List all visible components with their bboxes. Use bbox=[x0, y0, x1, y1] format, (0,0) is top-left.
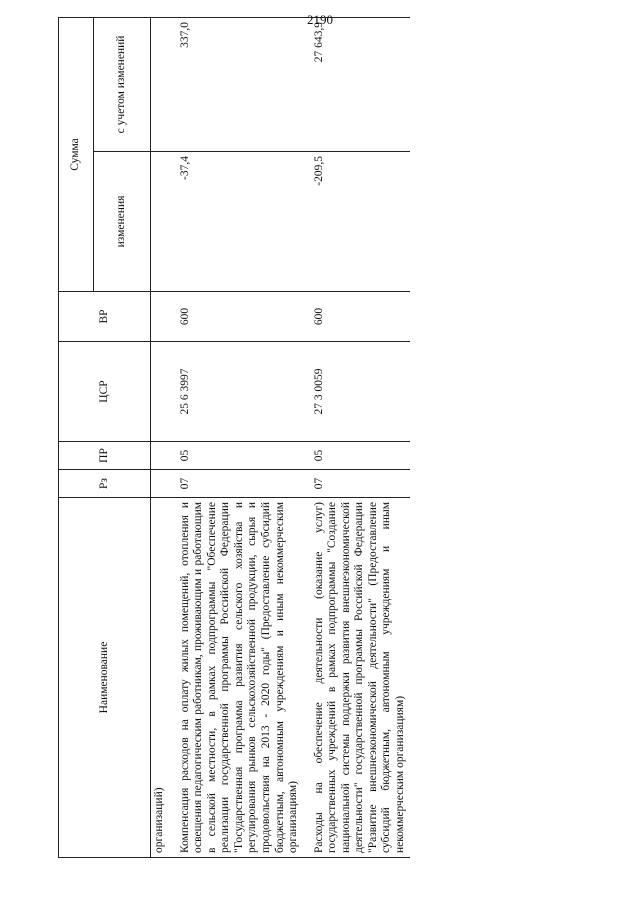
row-pr bbox=[151, 442, 169, 470]
table-header bbox=[59, 17, 151, 857]
row-rz bbox=[151, 470, 169, 498]
row-csr bbox=[151, 342, 169, 442]
page-number: 2190 bbox=[307, 12, 333, 27]
row-csr: 27 3 0059 bbox=[303, 342, 410, 442]
row-changes: -37,4 bbox=[169, 152, 303, 292]
row-changes bbox=[151, 152, 169, 292]
row-name: Компенсация расходов на оплату жилых помещений, отопления и освещения педагогическим работникам, проживающим и работающим в сельской местности, в рамках подпрограммы "Обеспечение реализации государственной программы Российской Федерации "Государственная программа развития сельского хозяйства и регулирования рынков сельскохозяйственной продукции, сырья и продовольствия на 2013 - 2020 годы" (Предоставление субсидий бюджетным, автономным учреждениям и иным некоммерческим организациям) bbox=[169, 498, 303, 858]
header-name: Наименование bbox=[59, 498, 151, 858]
header-csr: ЦСР bbox=[59, 342, 151, 442]
header-sum: Сумма bbox=[59, 17, 94, 291]
row-total: 337,0 bbox=[169, 17, 303, 151]
row-csr: 25 6 3997 bbox=[169, 342, 303, 442]
rotated-table-container bbox=[58, 18, 558, 858]
table-row bbox=[151, 17, 169, 857]
row-vr: 600 bbox=[169, 292, 303, 342]
table-row bbox=[303, 17, 410, 857]
row-name: Расходы на обеспечение деятельности (оказание услуг) государственных учреждений в рамках подпрограммы "Создание национальной системы поддержки развития внешнеэкономической деятельности" государственной программы Российской Федерации "Развитие внешнеэкономической деятельности" (Предоставление субсидий бюджетным, автономным учреждениям и иным некоммерческим организациям) bbox=[303, 498, 410, 858]
header-changes: изменения bbox=[94, 152, 151, 292]
row-name: организаций) bbox=[151, 498, 169, 858]
table-body bbox=[151, 17, 410, 857]
table-row bbox=[169, 17, 303, 857]
row-vr: 600 bbox=[303, 292, 410, 342]
header-with-changes: с учетом изменений bbox=[94, 17, 151, 151]
header-vr: ВР bbox=[59, 292, 151, 342]
row-changes: -209,5 bbox=[303, 152, 410, 292]
row-total: 27 643,9 bbox=[303, 17, 410, 151]
header-rz: Рз bbox=[59, 470, 151, 498]
row-rz: 07 bbox=[169, 470, 303, 498]
header-pr: ПР bbox=[59, 442, 151, 470]
row-pr: 05 bbox=[169, 442, 303, 470]
row-total bbox=[151, 17, 169, 151]
budget-table bbox=[58, 17, 410, 858]
row-rz: 07 bbox=[303, 470, 410, 498]
row-pr: 05 bbox=[303, 442, 410, 470]
row-vr bbox=[151, 292, 169, 342]
